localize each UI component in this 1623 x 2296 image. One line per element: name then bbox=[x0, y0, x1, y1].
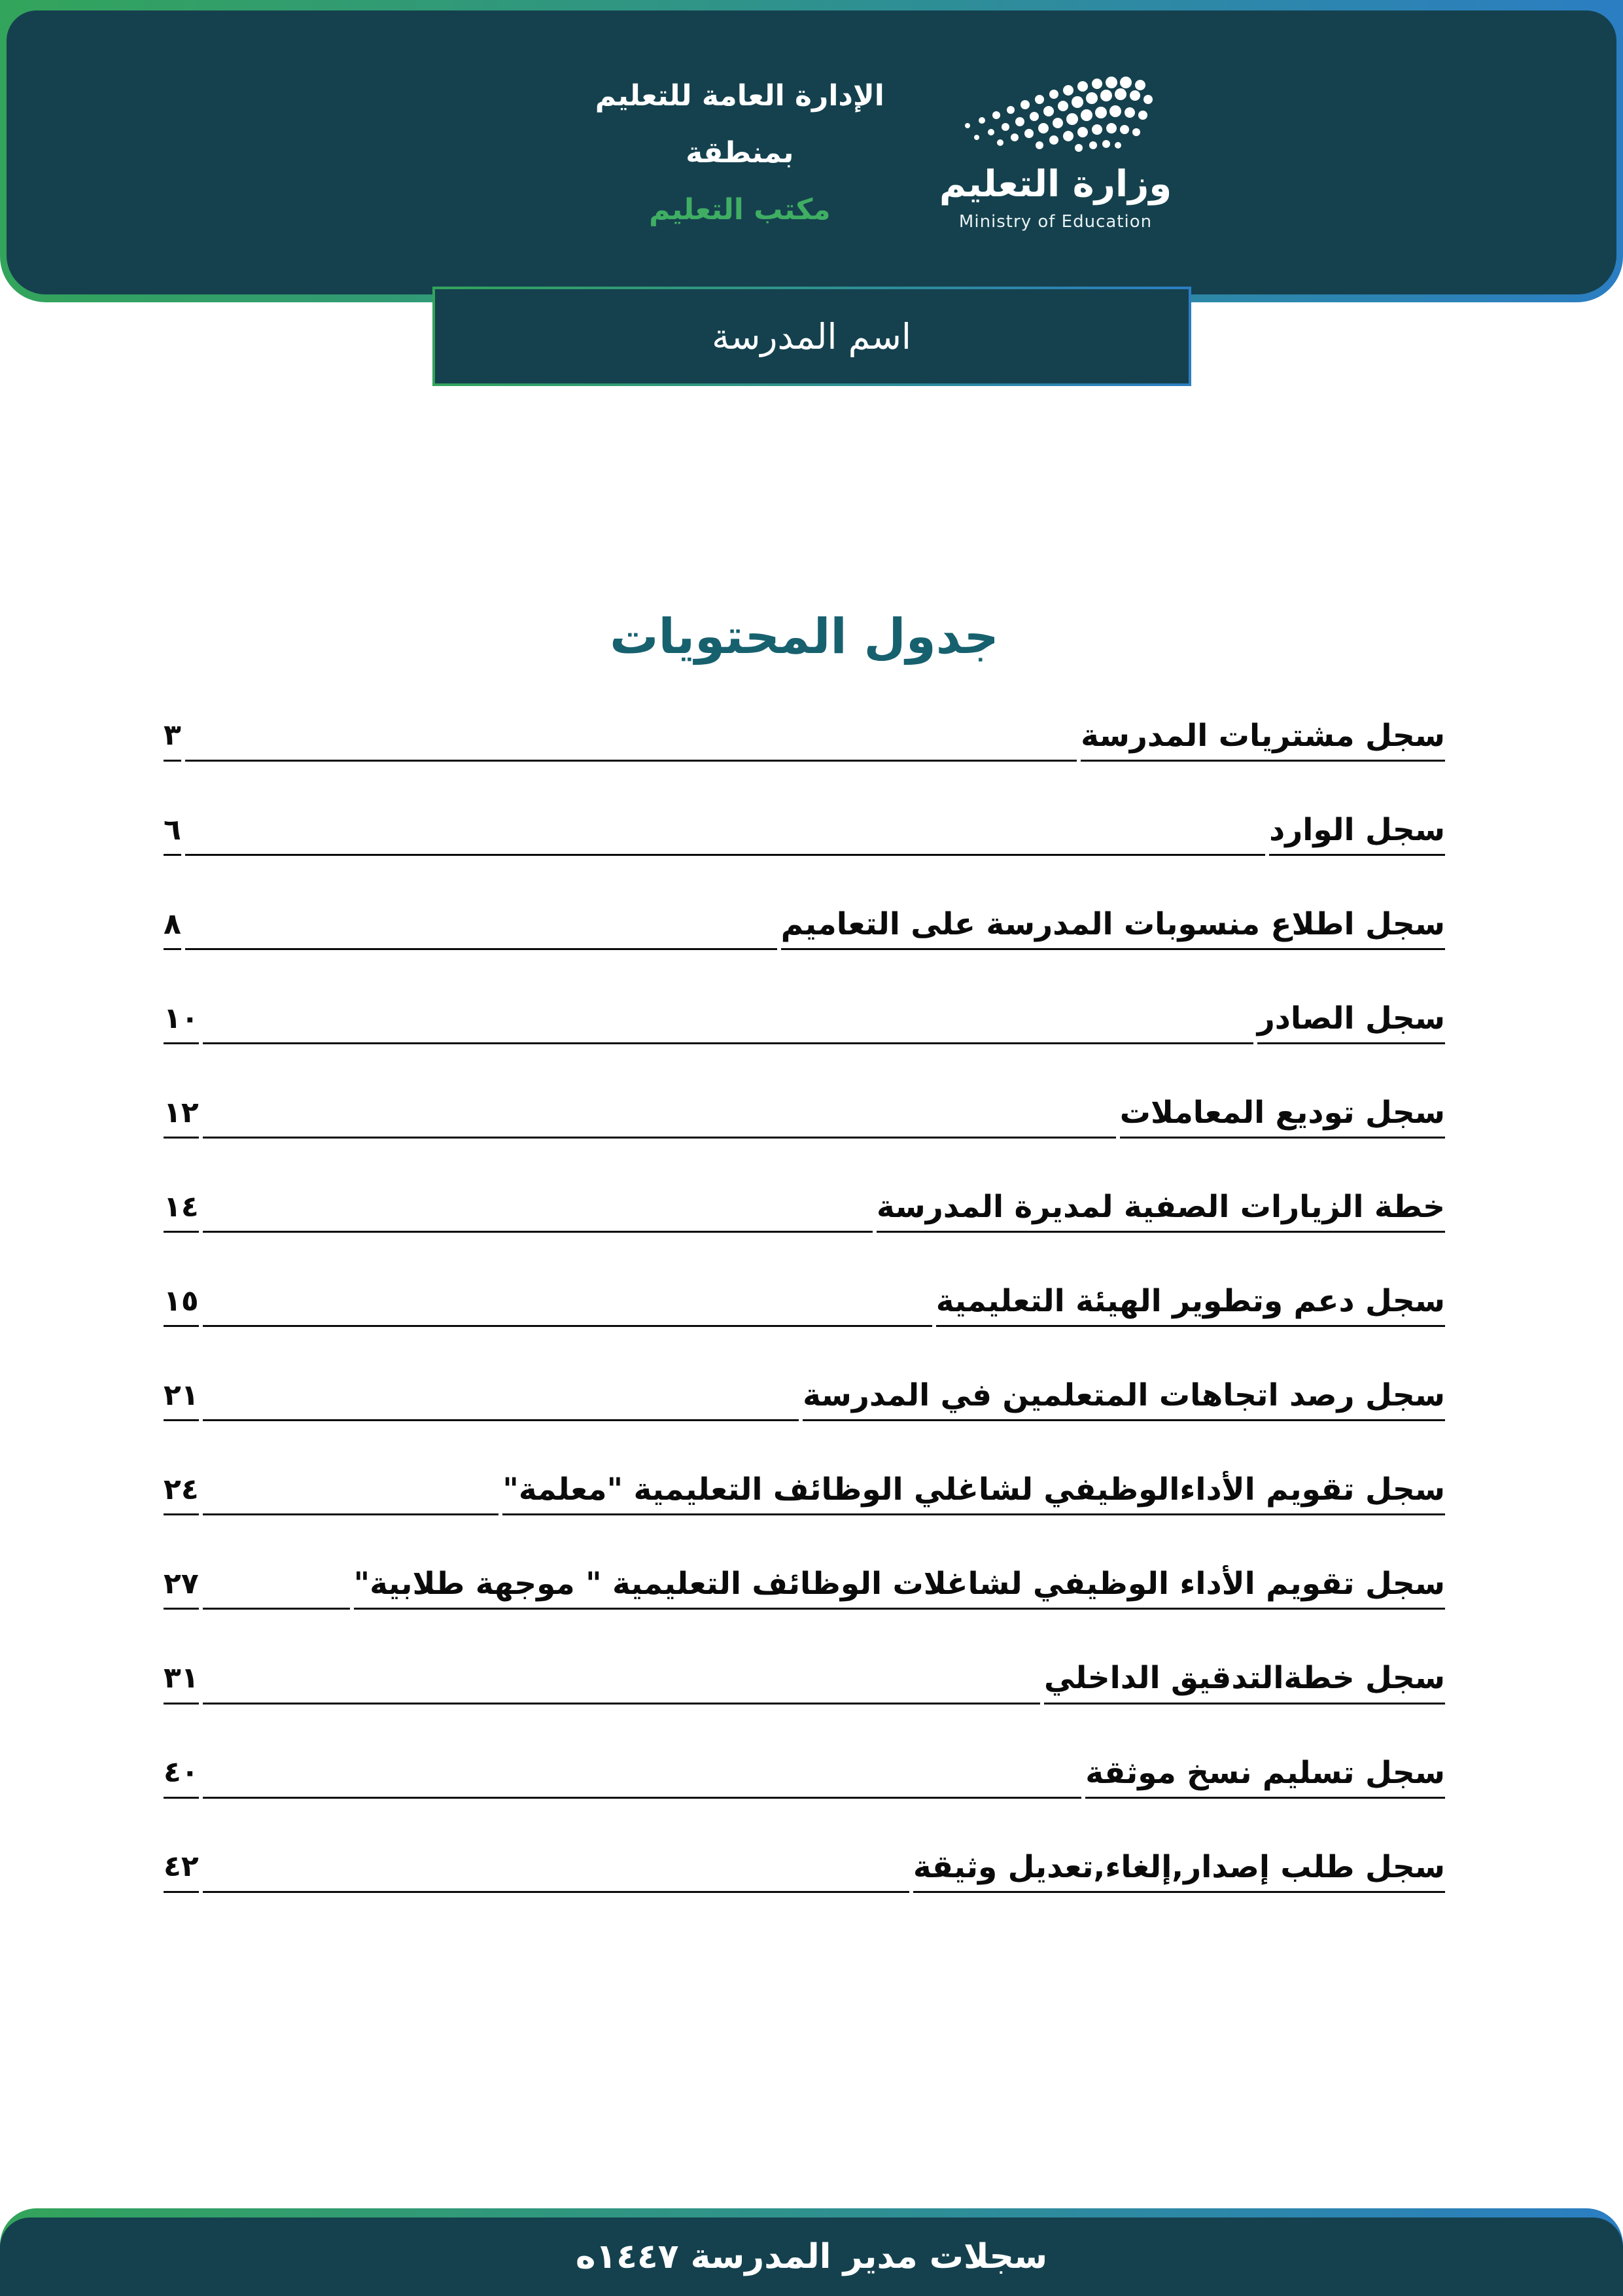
header-band bbox=[0, 0, 1623, 302]
leader-line bbox=[203, 1513, 499, 1515]
leader-line bbox=[203, 1891, 909, 1893]
leader-line bbox=[185, 948, 777, 950]
toc-page-number: ٦ bbox=[164, 814, 181, 857]
toc-entry-title: سجل تسليم نسخ موثقة bbox=[1085, 1756, 1445, 1799]
toc-page-number: ٤٢ bbox=[164, 1850, 199, 1893]
toc-entry-title: سجل تقويم الأداء الوظيفي لشاغلات الوظائف التعليمية " موجهة طلابية" bbox=[354, 1566, 1445, 1610]
toc-entry bbox=[164, 1661, 1445, 1704]
logo-dots-icon bbox=[948, 74, 1164, 160]
logo-english-wordmark: Ministry of Education bbox=[958, 211, 1153, 232]
toc-entry bbox=[164, 718, 1445, 762]
footer-band bbox=[0, 2208, 1623, 2296]
toc-page-number: ٤٠ bbox=[164, 1756, 199, 1799]
toc-entry bbox=[164, 907, 1445, 950]
leader-line bbox=[203, 1231, 873, 1233]
footer-text: سجلات مدير المدرسة ١٤٤٧ه bbox=[575, 2237, 1048, 2276]
toc-entry bbox=[164, 1190, 1445, 1233]
toc-title: جدول المحتويات bbox=[610, 609, 999, 665]
toc-entry bbox=[164, 1378, 1445, 1421]
toc-page-number: ٢٤ bbox=[164, 1474, 199, 1516]
toc-entry bbox=[164, 1472, 1445, 1515]
leader-line bbox=[203, 1608, 350, 1610]
toc-entry bbox=[164, 813, 1445, 856]
leader-line bbox=[185, 854, 1265, 856]
org-line-3: مكتب التعليم bbox=[649, 192, 831, 226]
toc-entry-title: سجل الوارد bbox=[1269, 813, 1445, 856]
toc-entry-title: سجل طلب إصدار,إلغاء,تعديل وثيقة bbox=[913, 1850, 1445, 1893]
org-line-1: الإدارة العامة للتعليم bbox=[595, 79, 884, 113]
org-text-block bbox=[595, 79, 884, 226]
toc-entry-title: سجل الصادر bbox=[1257, 1001, 1445, 1044]
toc-list bbox=[164, 718, 1445, 1893]
toc-entry bbox=[164, 1566, 1445, 1610]
school-name-box bbox=[432, 287, 1191, 386]
toc-entry bbox=[164, 1850, 1445, 1893]
toc-entry-title: سجل اطلاع منسوبات المدرسة على التعاميم bbox=[781, 907, 1445, 950]
leader-line bbox=[203, 1419, 799, 1421]
leader-line bbox=[203, 1325, 932, 1327]
toc-entry bbox=[164, 1001, 1445, 1044]
logo-arabic-wordmark: وزارة التعليم bbox=[939, 162, 1172, 205]
toc-entry-title: خطة الزيارات الصفية لمديرة المدرسة bbox=[877, 1190, 1445, 1233]
toc-page-number: ٢٧ bbox=[164, 1568, 199, 1610]
toc-entry-title: سجل دعم وتطوير الهيئة التعليمية bbox=[936, 1284, 1445, 1327]
toc-entry-title: سجل تقويم الأداءالوظيفي لشاغلي الوظائف التعليمية "معلمة" bbox=[502, 1472, 1445, 1515]
leader-line bbox=[203, 1703, 1040, 1704]
toc-page-number: ١٥ bbox=[164, 1285, 199, 1328]
toc-entry-title: سجل خطةالتدقيق الداخلي bbox=[1044, 1661, 1445, 1704]
school-name-label: اسم المدرسة bbox=[712, 315, 911, 357]
toc-entry bbox=[164, 1756, 1445, 1799]
leader-line bbox=[203, 1137, 1116, 1139]
toc-page-number: ١٠ bbox=[164, 1002, 199, 1045]
toc-entry-title: سجل رصد اتجاهات المتعلمين في المدرسة bbox=[803, 1378, 1445, 1421]
toc-page-number: ٢١ bbox=[164, 1379, 199, 1422]
leader-line bbox=[203, 1042, 1253, 1044]
toc-entry bbox=[164, 1095, 1445, 1139]
toc-page-number: ٣ bbox=[164, 719, 181, 762]
toc-page-number: ٣١ bbox=[164, 1662, 199, 1704]
header-inner-panel bbox=[7, 10, 1616, 294]
ministry-of-education-logo bbox=[939, 74, 1172, 232]
leader-line bbox=[203, 1797, 1082, 1799]
toc-entry bbox=[164, 1284, 1445, 1327]
toc-page-number: ٨ bbox=[164, 908, 181, 951]
toc-entry-title: سجل توديع المعاملات bbox=[1120, 1095, 1445, 1139]
leader-line bbox=[185, 760, 1077, 762]
toc-page-number: ١٤ bbox=[164, 1191, 199, 1233]
footer-inner-panel bbox=[0, 2217, 1623, 2296]
org-line-2: بمنطقة bbox=[686, 135, 794, 169]
toc-entry-title: سجل مشتريات المدرسة bbox=[1081, 718, 1445, 762]
toc-page-number: ١٢ bbox=[164, 1097, 199, 1139]
table-of-contents bbox=[164, 609, 1445, 1944]
